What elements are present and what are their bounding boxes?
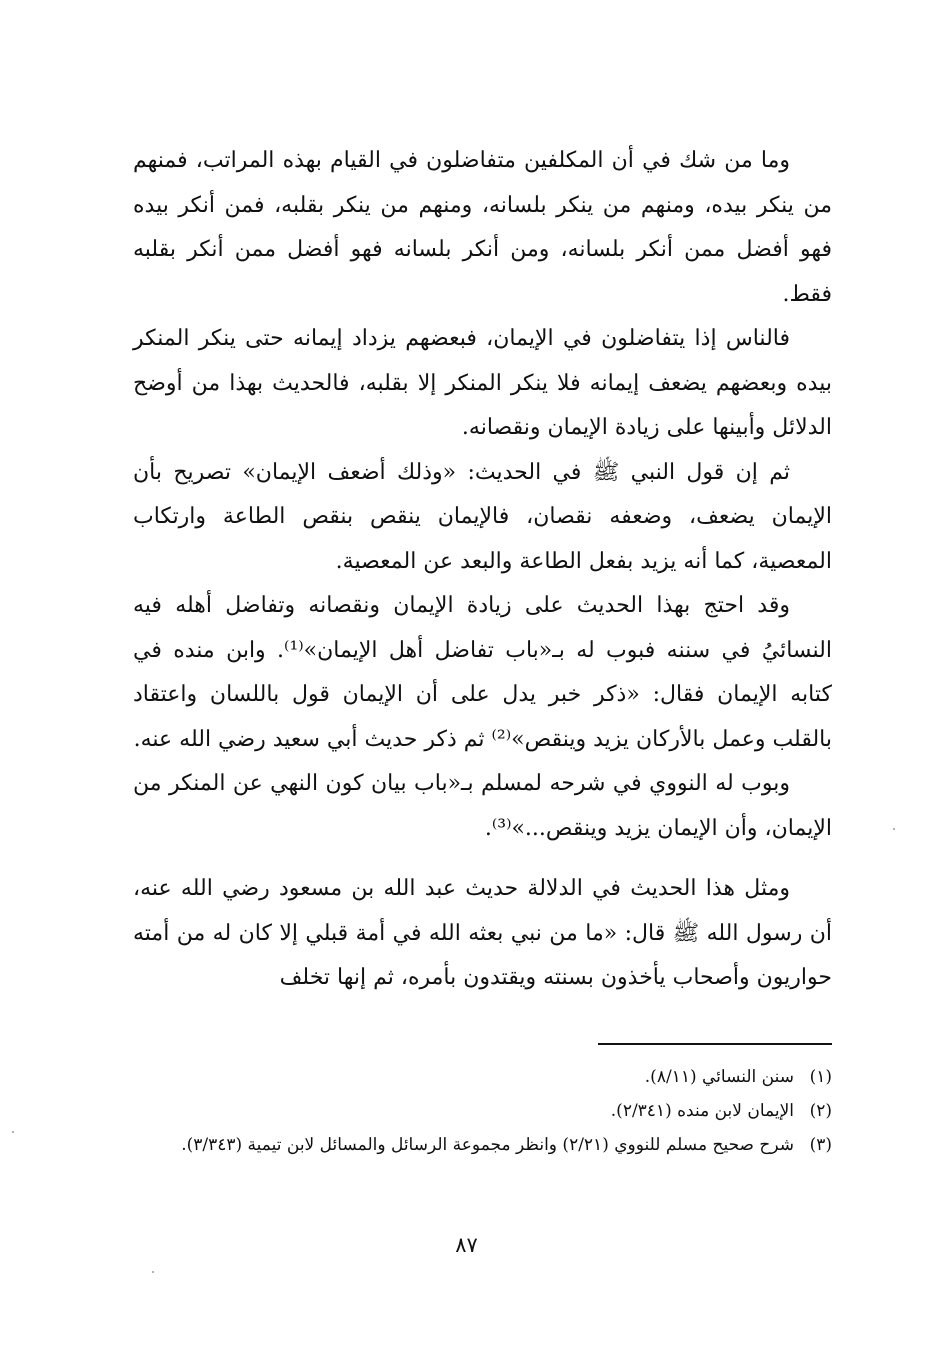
scan-speck	[893, 828, 895, 830]
paragraph-4: وقد احتج بهذا الحديث على زيادة الإيمان ونقصانه وتفاضل أهله فيه النسائيُ في سننه فبوب له بـ«باب تفاضل أهل الإيمان»⁽¹⁾. وابن منده في كتابه الإيمان فقال: «ذكر خبر يدل على أن الإيمان قول باللسان واعتقاد بالقلب وعمل بالأركان يزيد وينقص»⁽²⁾ ثم ذكر حديث أبي سعيد رضي الله عنه.	[133, 593, 832, 752]
footnote-number: (١)	[809, 1067, 832, 1087]
paragraph-6: ومثل هذا الحديث في الدلالة حديث عبد الله بن مسعود رضي الله عنه، أن رسول الله ﷺ قال: «ما من نبي بعثه الله في أمة قبلي إلا كان له من أمته حواريون وأصحاب يأخذون بسنته ويقتدون بأمره، ثم إنها تخلف	[133, 876, 832, 990]
footnote-separator	[598, 1043, 832, 1045]
footnotes	[133, 1060, 832, 1162]
footnote-text: الإيمان لابن منده (٢/٣٤١).	[610, 1101, 794, 1121]
footnote-text: سنن النسائي (٨/١١).	[644, 1067, 794, 1087]
paragraph-1: وما من شك في أن المكلفين متفاضلون في القيام بهذه المراتب، فمنهم من ينكر بيده، ومنهم من ينكر بلسانه، ومنهم من ينكر بقلبه، فمن أنكر بيده فهو أفضل ممن أنكر بلسانه، ومن أنكر بلسانه فهو أفضل ممن أنكر بقلبه فقط.	[133, 148, 832, 307]
paragraph-3: ثم إن قول النبي ﷺ في الحديث: «وذلك أضعف الإيمان» تصريح بأن الإيمان يضعف، وضعفه نقصان، فالإيمان ينقص بنقص الطاعة وارتكاب المعصية، كما أنه يزيد بفعل الطاعة والبعد عن المعصية.	[133, 459, 832, 574]
main-text	[133, 139, 832, 1001]
footnote-text: شرح صحيح مسلم للنووي (٢/٢١) وانظر مجموعة الرسائل والمسائل لابن تيمية (٣/٣٤٣).	[181, 1135, 794, 1155]
paragraph-5: وبوب له النووي في شرحه لمسلم بـ«باب بيان كون النهي عن المنكر من الإيمان، وأن الإيمان يزيد وينقص...»⁽³⁾.	[133, 771, 832, 841]
paragraph-2: فالناس إذا يتفاضلون في الإيمان، فبعضهم يزداد إيمانه حتى ينكر المنكر بيده وبعضهم يضعف إيمانه فلا ينكر المنكر إلا بقلبه، فالحديث بهذا من أوضح الدلائل وأبينها على زيادة الإيمان ونقصانه.	[133, 326, 832, 440]
footnote-1	[133, 1060, 832, 1094]
footnote-2	[133, 1094, 832, 1128]
footnote-number: (٣)	[809, 1135, 832, 1155]
footnote-3	[133, 1128, 832, 1162]
page-number: ٨٧	[455, 1233, 478, 1257]
scan-speck	[152, 1271, 154, 1273]
footnote-number: (٢)	[809, 1101, 832, 1121]
scan-speck	[12, 1131, 14, 1133]
